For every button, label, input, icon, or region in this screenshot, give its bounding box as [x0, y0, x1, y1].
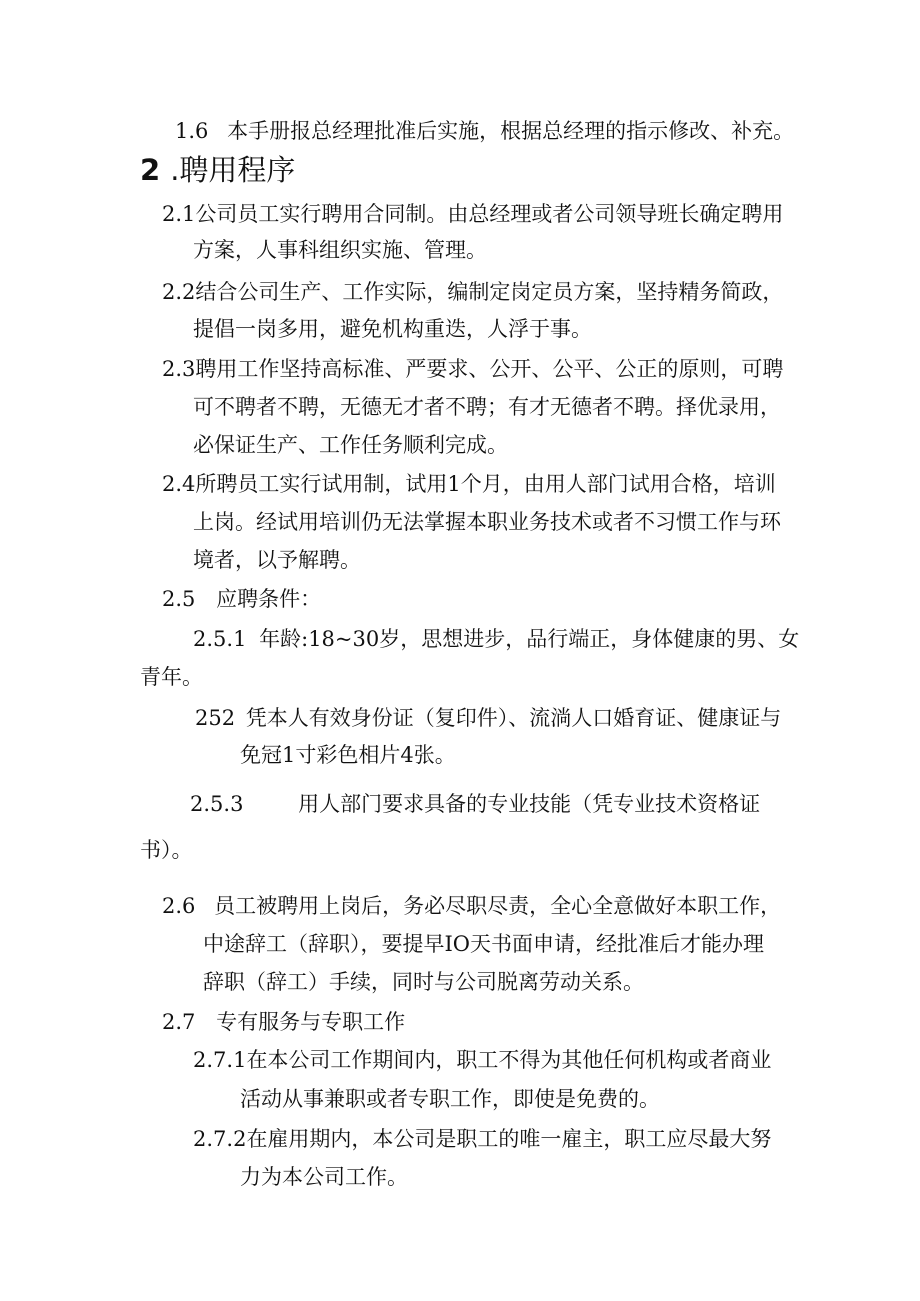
section-2-5-3-line-2: 书）。 — [140, 838, 193, 862]
section-2-7 — [162, 1008, 405, 1036]
section-2-7-2-line-2: 力为本公司工作。 — [240, 1165, 408, 1189]
section-2-5-3-line-1 — [190, 790, 760, 818]
section-number: 2.1 — [162, 202, 196, 226]
section-number: 2.7.2 — [193, 1127, 247, 1151]
section-number: 2.4 — [162, 472, 196, 496]
section-number: 1.6 — [175, 119, 209, 143]
section-2-5-1-line-2: 青年。 — [140, 665, 203, 689]
chapter-number: 2 — [140, 153, 161, 187]
section-number: 2.5.1 — [193, 627, 247, 651]
section-text: 所聘员工实行试用制，试用1个月，由用人部门试用合格，培训 — [195, 472, 776, 496]
section-2-5-2-line-1 — [195, 704, 781, 732]
section-2-6-line-1 — [162, 892, 781, 920]
section-text: 在雇用期内，本公司是职工的唯一雇主，职工应尽最大努 — [246, 1127, 772, 1151]
section-2-7-1-line-2: 活动从事兼职或者专职工作，即使是免费的。 — [240, 1087, 660, 1111]
section-2-2-line-1 — [162, 278, 783, 306]
section-2-1-line-1 — [162, 200, 783, 228]
section-text: 在本公司工作期间内，职工不得为其他任何机构或者商业 — [246, 1048, 772, 1072]
section-2-2-line-2: 提倡一岗多用，避免机构重迭，人浮于事。 — [193, 317, 592, 341]
section-number: 2.7 — [162, 1010, 196, 1034]
section-2-4-line-1 — [162, 470, 776, 498]
section-2-4-line-2: 上岗。经试用培训仍无法掌握本职业务技术或者不习惯工作与环 — [193, 510, 781, 534]
section-2-4-line-3: 境者，以予解聘。 — [193, 548, 361, 572]
section-2-5-1-line-1 — [193, 625, 799, 653]
section-text: 结合公司生产、工作实际，编制定岗定员方案，坚持精务简政， — [195, 280, 784, 304]
section-text: 公司员工实行聘用合同制。由总经理或者公司领导班长确定聘用 — [195, 202, 784, 226]
section-2-3-line-1 — [162, 355, 783, 383]
section-text: 本手册报总经理批准后实施，根据总经理的指示修改、补充。 — [227, 119, 795, 143]
section-text: 专有服务与专职工作 — [216, 1010, 406, 1034]
section-2-6-line-2: 中途辞工（辞职），要提早IO天书面申请，经批准后才能办理 — [203, 932, 765, 956]
section-2-7-1-line-1 — [193, 1046, 771, 1074]
section-number: 252 — [195, 706, 236, 730]
section-2-3-line-2: 可不聘者不聘，无德无才者不聘；有才无德者不聘。择优录用， — [193, 395, 781, 419]
section-text: 年龄:18~30岁，思想进步，品行端正，身体健康的男、女 — [259, 627, 800, 651]
section-text: 应聘条件： — [216, 587, 322, 611]
section-2-3-line-3: 必保证生产、工作任务顺利完成。 — [193, 433, 508, 457]
chapter-heading — [140, 152, 295, 188]
section-1-6 — [175, 117, 794, 145]
section-text: 凭本人有效身份证（复印件）、流淌人口婚育证、健康证与 — [245, 706, 782, 730]
section-number: 2.7.1 — [193, 1048, 247, 1072]
section-text: 用人部门要求具备的专业技能（凭专业技术资格证 — [298, 792, 761, 816]
section-text: 员工被聘用上岗后，务必尽职尽责，全心全意做好本职工作， — [214, 894, 782, 918]
section-2-5-2-line-2: 免冠1寸彩色相片4张。 — [240, 743, 456, 767]
section-number: 2.3 — [162, 357, 196, 381]
section-2-5 — [162, 585, 321, 613]
section-2-6-line-3: 辞职（辞工）手续，同时与公司脱离劳动关系。 — [203, 970, 644, 994]
chapter-title: .聘用程序 — [170, 153, 296, 187]
section-number: 2.5 — [162, 587, 196, 611]
section-number: 2.6 — [162, 894, 196, 918]
section-2-7-2-line-1 — [193, 1125, 771, 1153]
section-2-1-line-2: 方案，人事科组织实施、管理。 — [193, 238, 487, 262]
section-text: 聘用工作坚持高标准、严要求、公开、公平、公正的原则，可聘 — [195, 357, 784, 381]
section-number: 2.2 — [162, 280, 196, 304]
section-number: 2.5.3 — [190, 792, 244, 816]
